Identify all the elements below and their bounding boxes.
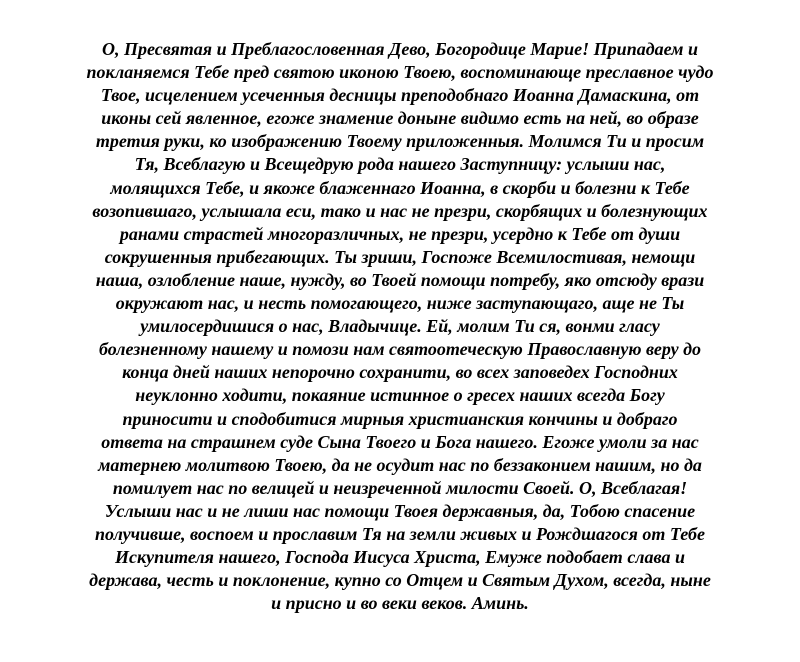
prayer-line-10: сокрушенныя прибегающих. Ты зриши, Госпоже Всемилостивая, немощи: [104, 246, 696, 267]
prayer-line-9: ранами страстей многоразличных, не презри, усердно к Тебе от души: [119, 223, 681, 244]
prayer-line-15: конца дней наших непорочно сохранити, во всех заповедех Господних: [122, 362, 678, 383]
prayer-line-6: Тя, Всеблагую и Всещедрую рода нашего Заступницу: услыши нас,: [134, 154, 666, 175]
prayer-line-4: иконы сей явленное, егоже знамение доныне видимо есть на ней, во образе: [101, 108, 699, 129]
prayer-line-14: болезненному нашему и помози нам святоотеческую Православную веру до: [98, 339, 702, 360]
prayer-line-22: получивше, воспоем и прославим Тя на земли живых и Рождшагося от Тебе: [95, 523, 705, 544]
prayer-line-18: ответа на страшнем суде Сына Твоего и Бога нашего. Егоже умоли за нас: [101, 431, 699, 452]
prayer-text: [20, 38, 780, 615]
prayer-line-25: и присно и во веки веков. Аминь.: [271, 593, 529, 614]
prayer-line-23: Искупителя нашего, Господа Иисуса Христа, Емуже подобает слава и: [115, 547, 685, 568]
prayer-line-3: Твое, исцелением усеченныя десницы преподобнаго Иоанна Дамаскина, от: [100, 85, 700, 106]
prayer-line-19: матернею молитвою Твоею, да не осудит нас по беззаконием нашим, но да: [98, 454, 702, 475]
prayer-line-2: покланяемся Тебе пред святою иконою Твоею, воспоминающе преславное чудо: [86, 62, 714, 83]
prayer-line-24: держава, честь и поклонение, купно со Отцем и Святым Духом, всегда, ныне: [89, 570, 711, 591]
prayer-line-11: наша, озлобление наше, нужду, во Твоей помощи потребу, яко отсюду врази: [95, 269, 705, 290]
prayer-line-12: окружают нас, и несть помогающего, ниже заступающаго, аще не Ты: [115, 293, 685, 314]
prayer-line-17: приносити и сподобитися мирныя христианския кончины и добраго: [122, 408, 678, 429]
prayer-line-21: Услыши нас и не лиши нас помощи Твоея державныя, да, Тобою спасение: [104, 500, 696, 521]
prayer-line-1: О, Пресвятая и Преблагословенная Дево, Богородице Марие! Припадаем и: [101, 39, 699, 59]
prayer-line-8: возопившаго, услышала еси, тако и нас не презри, скорбящих и болезнующих: [92, 200, 708, 221]
prayer-line-13: умилосердишися о нас, Владычице. Ей, молим Ти ся, вонми гласу: [140, 316, 660, 337]
prayer-line-7: молящихся Тебе, и якоже блаженнаго Иоанна, в скорби и болезни к Тебе: [110, 177, 690, 198]
prayer-line-20: помилует нас по велицей и неизреченной милости Своей. О, Всеблагая!: [112, 477, 688, 498]
prayer-line-16: неуклонно ходити, покаяние истинное о гресех наших всегда Богу: [135, 385, 665, 406]
prayer-line-5: третия руки, ко изображению Твоему приложенныя. Молимся Ти и просим: [95, 131, 705, 152]
